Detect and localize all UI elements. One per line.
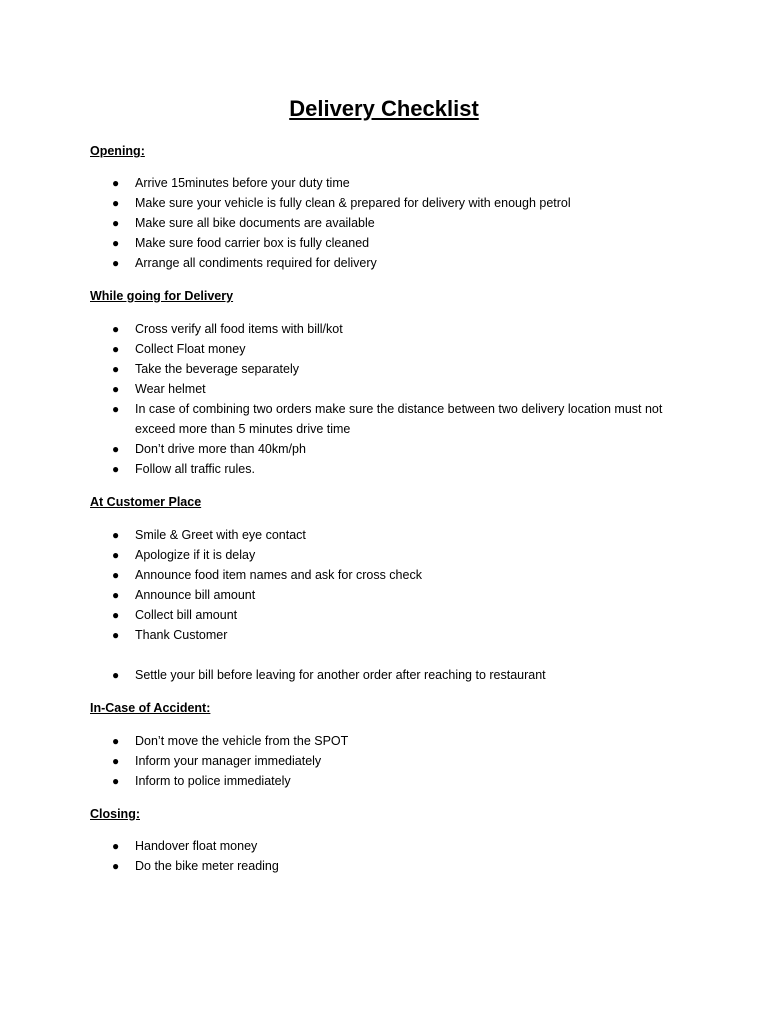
bullet-icon: ●: [112, 859, 120, 873]
list-item: ● Inform your manager immediately: [0, 751, 768, 771]
list-while-going: [0, 319, 768, 479]
list-opening: [0, 173, 768, 273]
list-item: ● Do the bike meter reading: [0, 856, 768, 876]
bullet-icon: ●: [112, 196, 120, 210]
list-item: ● Smile & Greet with eye contact: [0, 525, 768, 545]
list-item: ● Take the beverage separately: [0, 359, 768, 379]
bullet-icon: ●: [112, 548, 120, 562]
list-item: ● Make sure food carrier box is fully cleaned: [0, 233, 768, 253]
list-item: ● Follow all traffic rules.: [0, 459, 768, 479]
bullet-icon: ●: [112, 628, 120, 642]
bullet-icon: ●: [112, 216, 120, 230]
section-heading-customer-place: At Customer Place: [90, 495, 202, 509]
bullet-icon: ●: [112, 442, 120, 456]
page-title: Delivery Checklist: [289, 96, 479, 121]
list-item: ● Arrive 15minutes before your duty time: [0, 173, 768, 193]
list-item: ● Thank Customer: [0, 625, 768, 645]
bullet-icon: ●: [112, 668, 120, 682]
bullet-icon: ●: [112, 608, 120, 622]
list-item: ● Collect bill amount: [0, 605, 768, 625]
bullet-icon: ●: [112, 382, 120, 396]
list-closing: [0, 836, 768, 876]
bullet-icon: ●: [112, 839, 120, 853]
list-accident: [0, 731, 768, 791]
list-item: ● Don’t drive more than 40km/ph: [0, 439, 768, 459]
list-item: ● Handover float money: [0, 836, 768, 856]
bullet-icon: ●: [112, 402, 120, 416]
bullet-icon: ●: [112, 588, 120, 602]
section-heading-accident: In-Case of Accident:: [90, 701, 211, 715]
section-heading-closing: Closing:: [90, 807, 140, 821]
bullet-icon: ●: [112, 256, 120, 270]
list-customer-place: [0, 525, 768, 645]
list-item: ● Arrange all condiments required for delivery: [0, 253, 768, 273]
list-item: ● Collect Float money: [0, 339, 768, 359]
bullet-icon: ●: [112, 568, 120, 582]
list-item: ● Announce food item names and ask for cross check: [0, 565, 768, 585]
list-item: ● Cross verify all food items with bill/kot: [0, 319, 768, 339]
list-item: ● Make sure your vehicle is fully clean & prepared for delivery with enough petrol: [0, 193, 768, 213]
list-item: ● Announce bill amount: [0, 585, 768, 605]
bullet-icon: ●: [112, 462, 120, 476]
list-item: ● In case of combining two orders make sure the distance between two delivery location must not exceed more than 5 minutes drive time: [0, 399, 768, 439]
bullet-icon: ●: [112, 754, 120, 768]
section-heading-while-going: While going for Delivery: [90, 289, 234, 303]
bullet-icon: ●: [112, 528, 120, 542]
section-heading-opening: Opening:: [90, 144, 145, 158]
bullet-icon: ●: [112, 176, 120, 190]
bullet-icon: ●: [112, 236, 120, 250]
list-item: ● Wear helmet: [0, 379, 768, 399]
bullet-icon: ●: [112, 362, 120, 376]
list-customer-place-extra: [0, 665, 768, 685]
bullet-icon: ●: [112, 342, 120, 356]
list-item: ● Apologize if it is delay: [0, 545, 768, 565]
list-item: ● Inform to police immediately: [0, 771, 768, 791]
list-item: ● Settle your bill before leaving for another order after reaching to restaurant: [0, 665, 768, 685]
bullet-icon: ●: [112, 322, 120, 336]
bullet-icon: ●: [112, 774, 120, 788]
list-item: ● Make sure all bike documents are available: [0, 213, 768, 233]
list-item: ● Don’t move the vehicle from the SPOT: [0, 731, 768, 751]
bullet-icon: ●: [112, 734, 120, 748]
